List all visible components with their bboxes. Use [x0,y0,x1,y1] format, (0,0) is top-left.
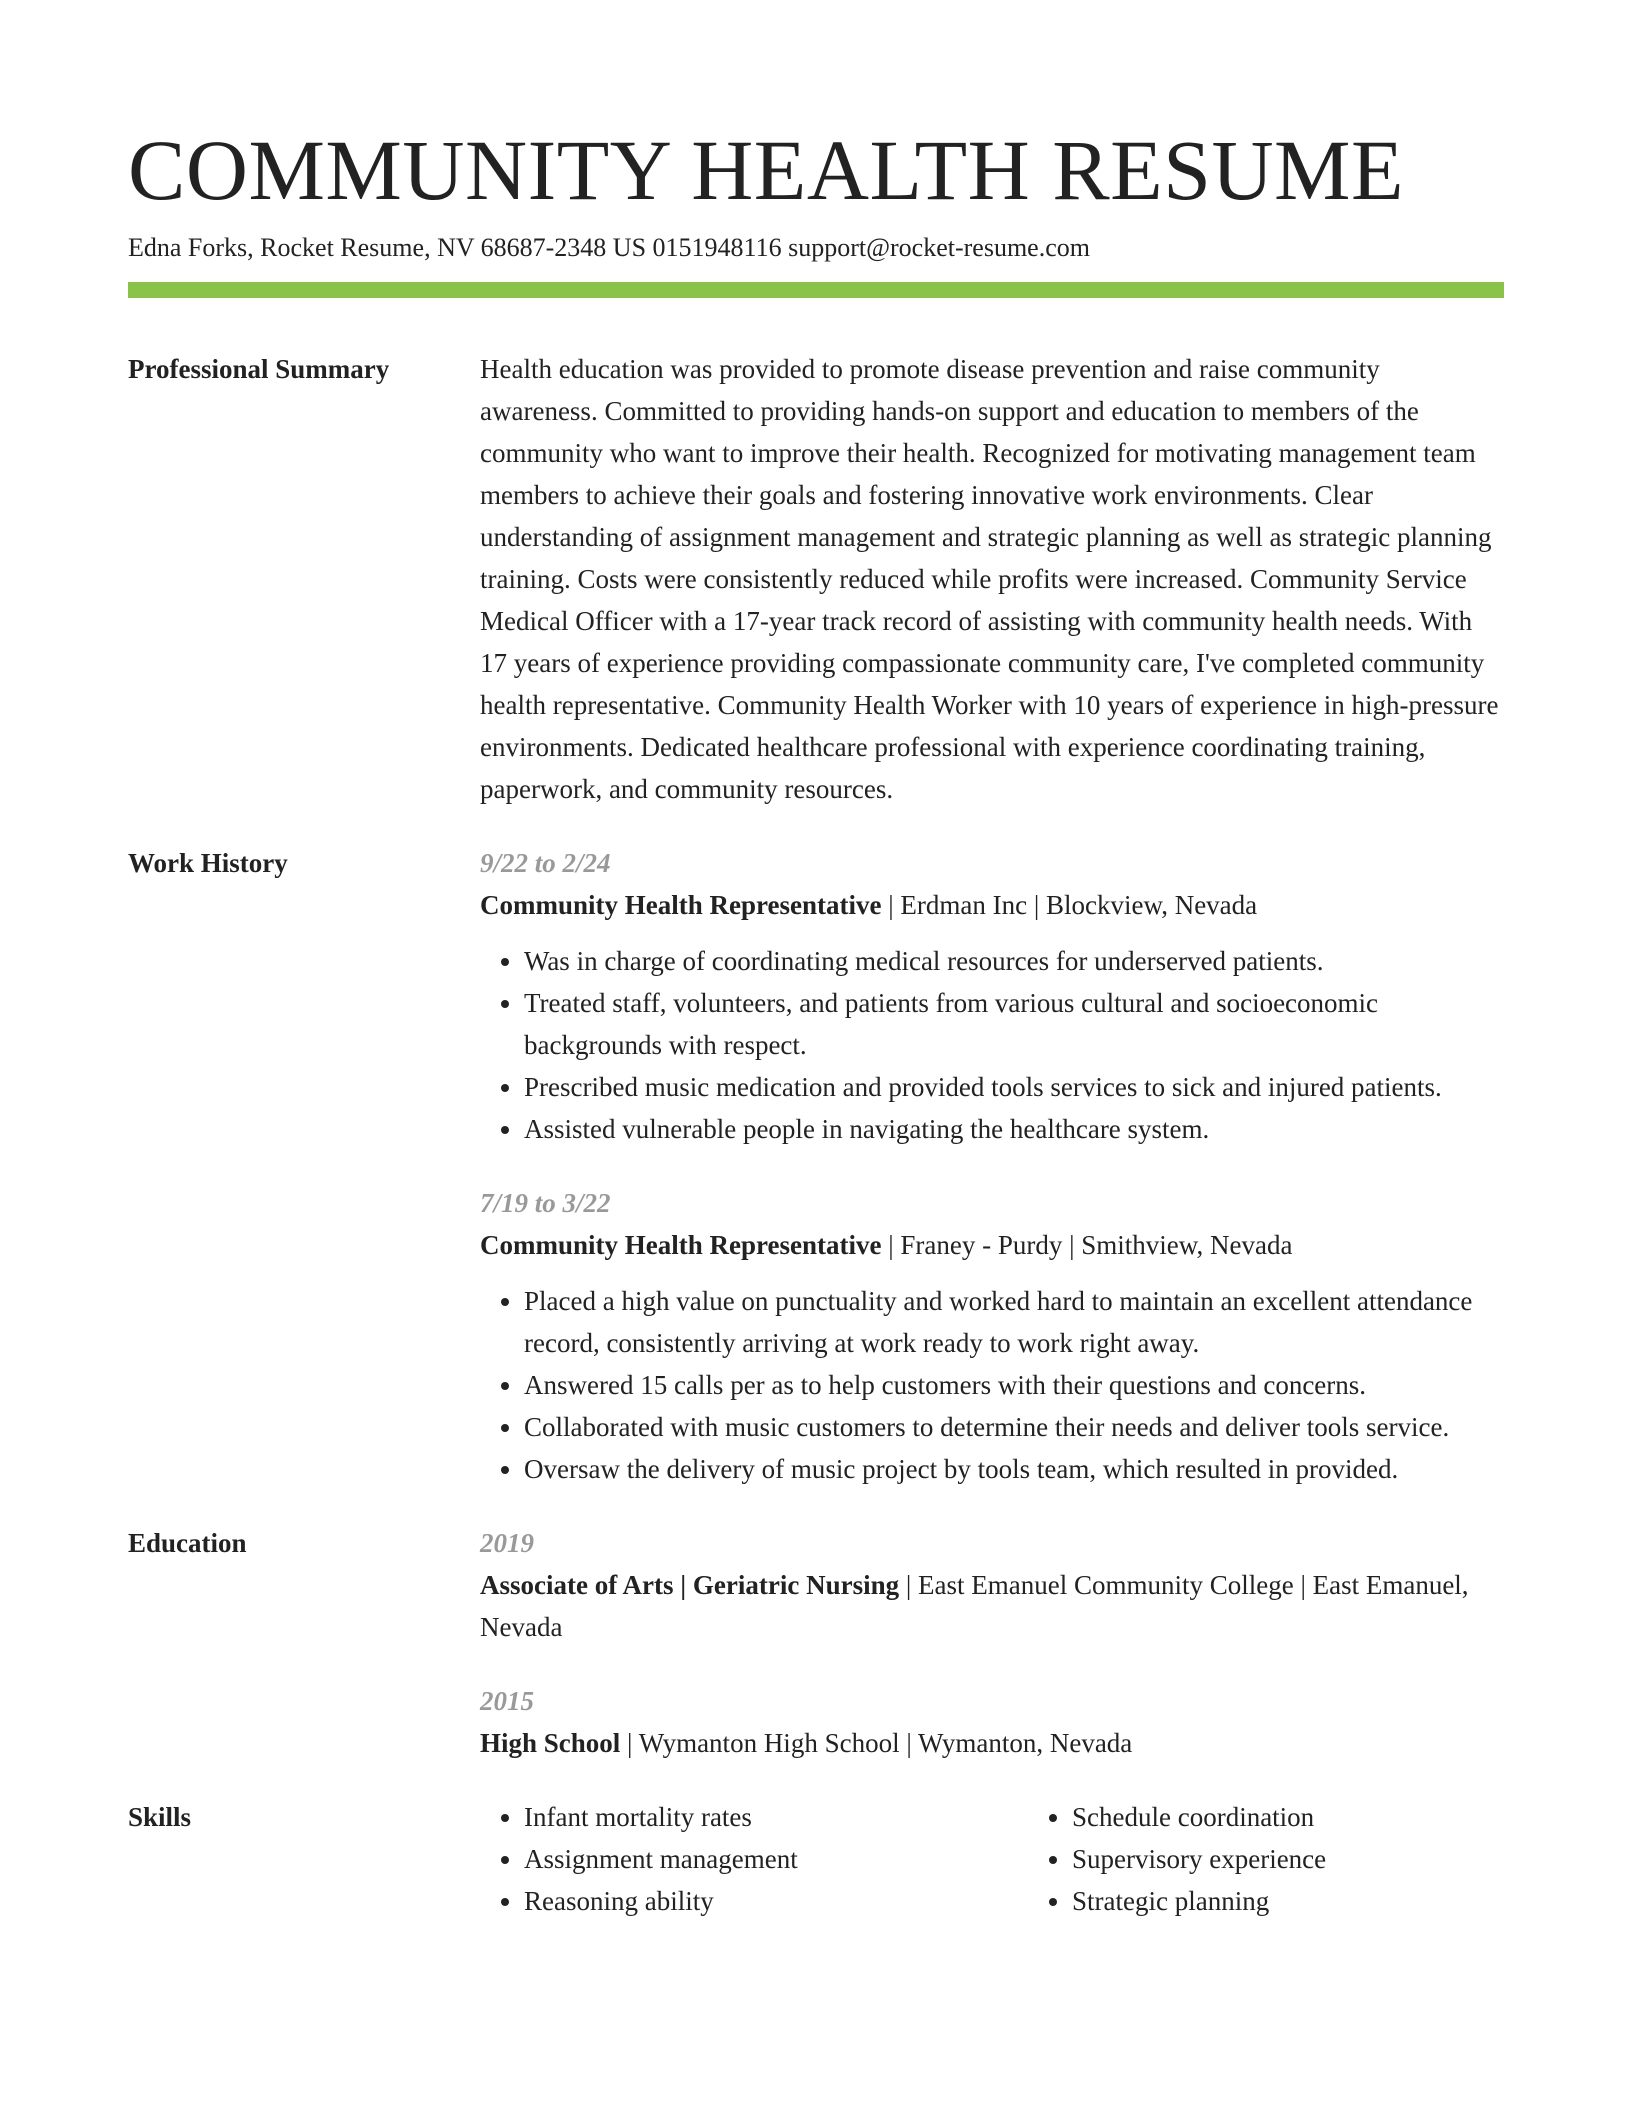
skills-body [480,1796,1504,1922]
job-bullet: • Placed a high value on punctuality and worked hard to maintain an excellent attendance record, consistently arriving at work ready to work right away. [524,1280,1504,1364]
summary-text: Health education was provided to promote disease prevention and raise community awareness. Committed to providing hands-on support and education to members of the community who want to improve their health. Recognized for motivating management team members to achieve their goals and fostering innovative work environments. Clear understanding of assignment management and strategic planning as well as strategic planning training. Costs were consistently reduced while profits were increased. Community Service Medical Officer with a 17-year track record of assisting with community health needs. With 17 years of experience providing compassionate community care, I've completed community health representative. Community Health Worker with 10 years of experience in high-pressure environments. Dedicated healthcare professional with experience coordinating training, paperwork, and community resources. [480,354,1499,804]
job-bullet: • Prescribed music medication and provided tools services to sick and injured patients. [524,1066,1504,1108]
skills-section [128,1796,1504,1922]
job-title: Community Health Representative [480,890,882,920]
education-line [480,1722,1504,1764]
job-bullet: • Oversaw the delivery of music project by tools team, which resulted in provided. [524,1448,1504,1490]
education-entry [480,1522,1504,1648]
job-title-line [480,1224,1504,1266]
skill-item: • Strategic planning [1072,1880,1576,1922]
education-degree: Associate of Arts | Geriatric Nursing [480,1570,900,1600]
job-details: | Erdman Inc | Blockview, Nevada [881,890,1258,920]
resume-page [128,118,1504,1922]
skills-list-right [1028,1796,1576,1922]
education-year: 2015 [480,1686,534,1716]
skills-heading: Skills [128,1802,192,1832]
education-entry [480,1680,1504,1764]
job-bullet: • Was in charge of coordinating medical resources for underserved patients. [524,940,1504,982]
job-details: | Franey - Purdy | Smithview, Nevada [881,1230,1293,1260]
education-degree: High School [480,1728,621,1758]
job-entry [480,842,1504,1150]
job-bullets [480,940,1504,1150]
job-dates: 9/22 to 2/24 [480,848,611,878]
summary-heading: Professional Summary [128,354,390,384]
job-bullet: • Collaborated with music customers to determine their needs and deliver tools service. [524,1406,1504,1448]
work-history-section [128,842,1504,1490]
skill-item: • Schedule coordination [1072,1796,1576,1838]
job-bullet: • Assisted vulnerable people in navigating the healthcare system. [524,1108,1504,1150]
work-history-heading: Work History [128,848,288,878]
education-heading: Education [128,1528,247,1558]
job-bullets [480,1280,1504,1490]
education-line [480,1564,1504,1648]
job-entry [480,1182,1504,1490]
summary-section [128,348,1504,810]
education-year: 2019 [480,1528,534,1558]
job-title: Community Health Representative [480,1230,882,1260]
contact-info: Edna Forks, Rocket Resume, NV 68687-2348 US 0151948116 support@rocket-resume.com [128,233,1090,262]
resume-title: COMMUNITY HEALTH RESUME [128,122,1405,218]
header-divider [128,282,1504,298]
job-dates: 7/19 to 3/22 [480,1188,611,1218]
education-details: | Wymanton High School | Wymanton, Nevada [620,1728,1133,1758]
job-bullet: • Answered 15 calls per as to help customers with their questions and concerns. [524,1364,1504,1406]
skill-item: • Infant mortality rates [524,1796,1028,1838]
work-history-body [480,842,1504,1490]
education-body [480,1522,1504,1764]
job-bullet: • Treated staff, volunteers, and patients from various cultural and socioeconomic backgrounds with respect. [524,982,1504,1066]
skill-item: • Reasoning ability [524,1880,1028,1922]
skill-item: • Supervisory experience [1072,1838,1576,1880]
skill-item: • Assignment management [524,1838,1028,1880]
skills-list-left [480,1796,1028,1922]
education-details: | East Emanuel Community College | East Emanuel, Nevada [480,1570,1469,1642]
job-title-line [480,884,1504,926]
education-section [128,1522,1504,1764]
